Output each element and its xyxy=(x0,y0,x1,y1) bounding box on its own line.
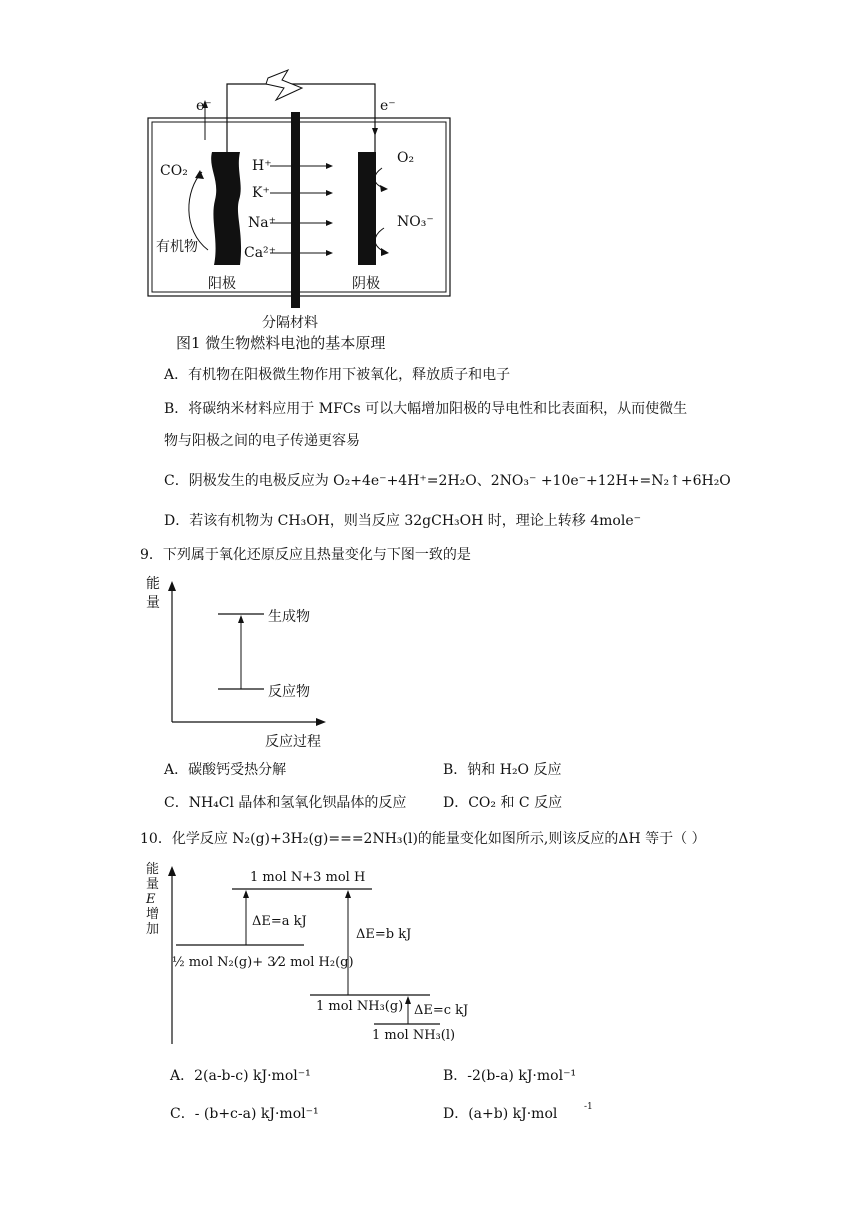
q10-ylabel-char: E xyxy=(146,892,156,907)
q10-ylabel-char: 能 xyxy=(146,862,160,877)
no3-label: NO₃⁻ xyxy=(397,214,434,230)
o2-reduction-arrow xyxy=(375,168,384,188)
q9-xlabel: 反应过程 xyxy=(265,734,321,750)
no3-reduction-arrow xyxy=(375,228,385,252)
electron-label-right: e⁻ xyxy=(380,98,396,114)
q10-stem: 10．化学反应 N₂(g)+3H₂(g)===2NH₃(l)的能量变化如图所示,则该反应的ΔH 等于（ ） xyxy=(140,831,706,847)
q9-reactant-label: 反应物 xyxy=(268,684,310,700)
fuel-cell-diagram xyxy=(140,60,460,320)
q9-option-b: B．钠和 H₂O 反应 xyxy=(443,762,562,778)
q8-option-a: A．有机物在阳极微生物作用下被氧化，释放质子和电子 xyxy=(164,367,511,383)
arrowhead-icon xyxy=(345,890,351,898)
q10-dE-a-label: ΔE=a kJ xyxy=(252,914,307,929)
q10-option-a: A．2(a-b-c) kJ·mol⁻¹ xyxy=(170,1068,311,1084)
arrowhead-icon xyxy=(316,718,326,726)
q8-option-c: C．阴极发生的电极反应为 O₂+4e⁻+4H⁺=2H₂O、2NO₃⁻ +10e⁻+12H+=N₂↑+6H₂O xyxy=(164,473,731,489)
q9-option-d: D．CO₂ 和 C 反应 xyxy=(443,795,563,811)
q10-ylabel xyxy=(146,862,160,937)
anode-electrode xyxy=(211,152,241,265)
organic-label: 有机物 xyxy=(156,239,198,255)
q9-option-a: A．碳酸钙受热分解 xyxy=(164,762,287,778)
q8-option-b-line1: B．将碳纳米材料应用于 MFCs 可以大幅增加阳极的导电性和比表面积，从而使微生 xyxy=(164,401,688,417)
ion-h: H⁺ xyxy=(252,158,272,174)
q10-top-level-label: 1 mol N+3 mol H xyxy=(250,870,366,885)
q10-energy-diagram xyxy=(140,858,480,1048)
arrowhead-icon xyxy=(168,581,176,591)
ion-arrowheads xyxy=(326,163,333,256)
q10-ylabel-char: 增 xyxy=(146,907,160,922)
q9-option-c: C．NH₄Cl 晶体和氢氧化钡晶体的反应 xyxy=(164,795,407,811)
q10-ylabel-char: 加 xyxy=(146,922,160,937)
q8-option-d: D．若该有机物为 CH₃OH，则当反应 32gCH₃OH 时，理论上转移 4mole⁻ xyxy=(164,513,642,529)
q10-option-d-exponent: -1 xyxy=(584,1102,593,1112)
q10-ylabel-char: 量 xyxy=(146,877,160,892)
figure1-caption: 图1 微生物燃料电池的基本原理 xyxy=(176,334,386,352)
q9-product-label: 生成物 xyxy=(268,609,310,625)
anode-label: 阳极 xyxy=(208,276,236,292)
arrowhead-icon xyxy=(168,866,176,876)
cathode-label: 阴极 xyxy=(352,276,380,292)
ion-na: Na⁺ xyxy=(248,215,276,231)
q8-option-b-line2: 物与阳极之间的电子传递更容易 xyxy=(164,433,360,449)
ion-k: K⁺ xyxy=(252,185,270,201)
q10-option-d: D．(a+b) kJ·mol xyxy=(443,1106,558,1122)
arrowhead-icon xyxy=(372,128,378,136)
q10-nh3l-label: 1 mol NH₃(l) xyxy=(372,1028,456,1043)
arrowhead-icon xyxy=(380,185,388,192)
q9-stem: 9．下列属于氧化还原反应且热量变化与下图一致的是 xyxy=(140,547,471,563)
arrowhead-icon xyxy=(381,248,389,256)
lightning-icon xyxy=(266,70,302,100)
q9-energy-diagram xyxy=(140,575,340,750)
arrowhead-icon xyxy=(243,890,249,898)
q9-ylabel-1: 能 xyxy=(146,576,160,592)
q10-option-b: B．-2(b-a) kJ·mol⁻¹ xyxy=(443,1068,577,1084)
ion-ca: Ca²⁺ xyxy=(244,245,277,261)
separator-label: 分隔材料 xyxy=(262,315,318,331)
q10-dE-b-label: ΔE=b kJ xyxy=(356,927,412,942)
arrowhead-icon xyxy=(405,996,411,1004)
q10-nh3g-label: 1 mol NH₃(g) xyxy=(316,999,404,1014)
o2-label: O₂ xyxy=(397,150,415,166)
q10-dE-c-label: ΔE=c kJ xyxy=(414,1003,469,1018)
q10-option-c: C．- (b+c-a) kJ·mol⁻¹ xyxy=(170,1106,319,1122)
co2-label: CO₂ xyxy=(160,163,188,179)
arrowhead-icon xyxy=(238,615,244,623)
separator-membrane xyxy=(291,112,300,308)
cathode-electrode xyxy=(358,152,376,265)
electron-label-left: e⁻ xyxy=(196,98,212,114)
q10-left-level-label: ½ mol N₂(g)+ 3⁄2 mol H₂(g) xyxy=(172,955,354,970)
q9-ylabel-2: 量 xyxy=(146,595,160,611)
arrowhead-icon xyxy=(195,170,204,179)
